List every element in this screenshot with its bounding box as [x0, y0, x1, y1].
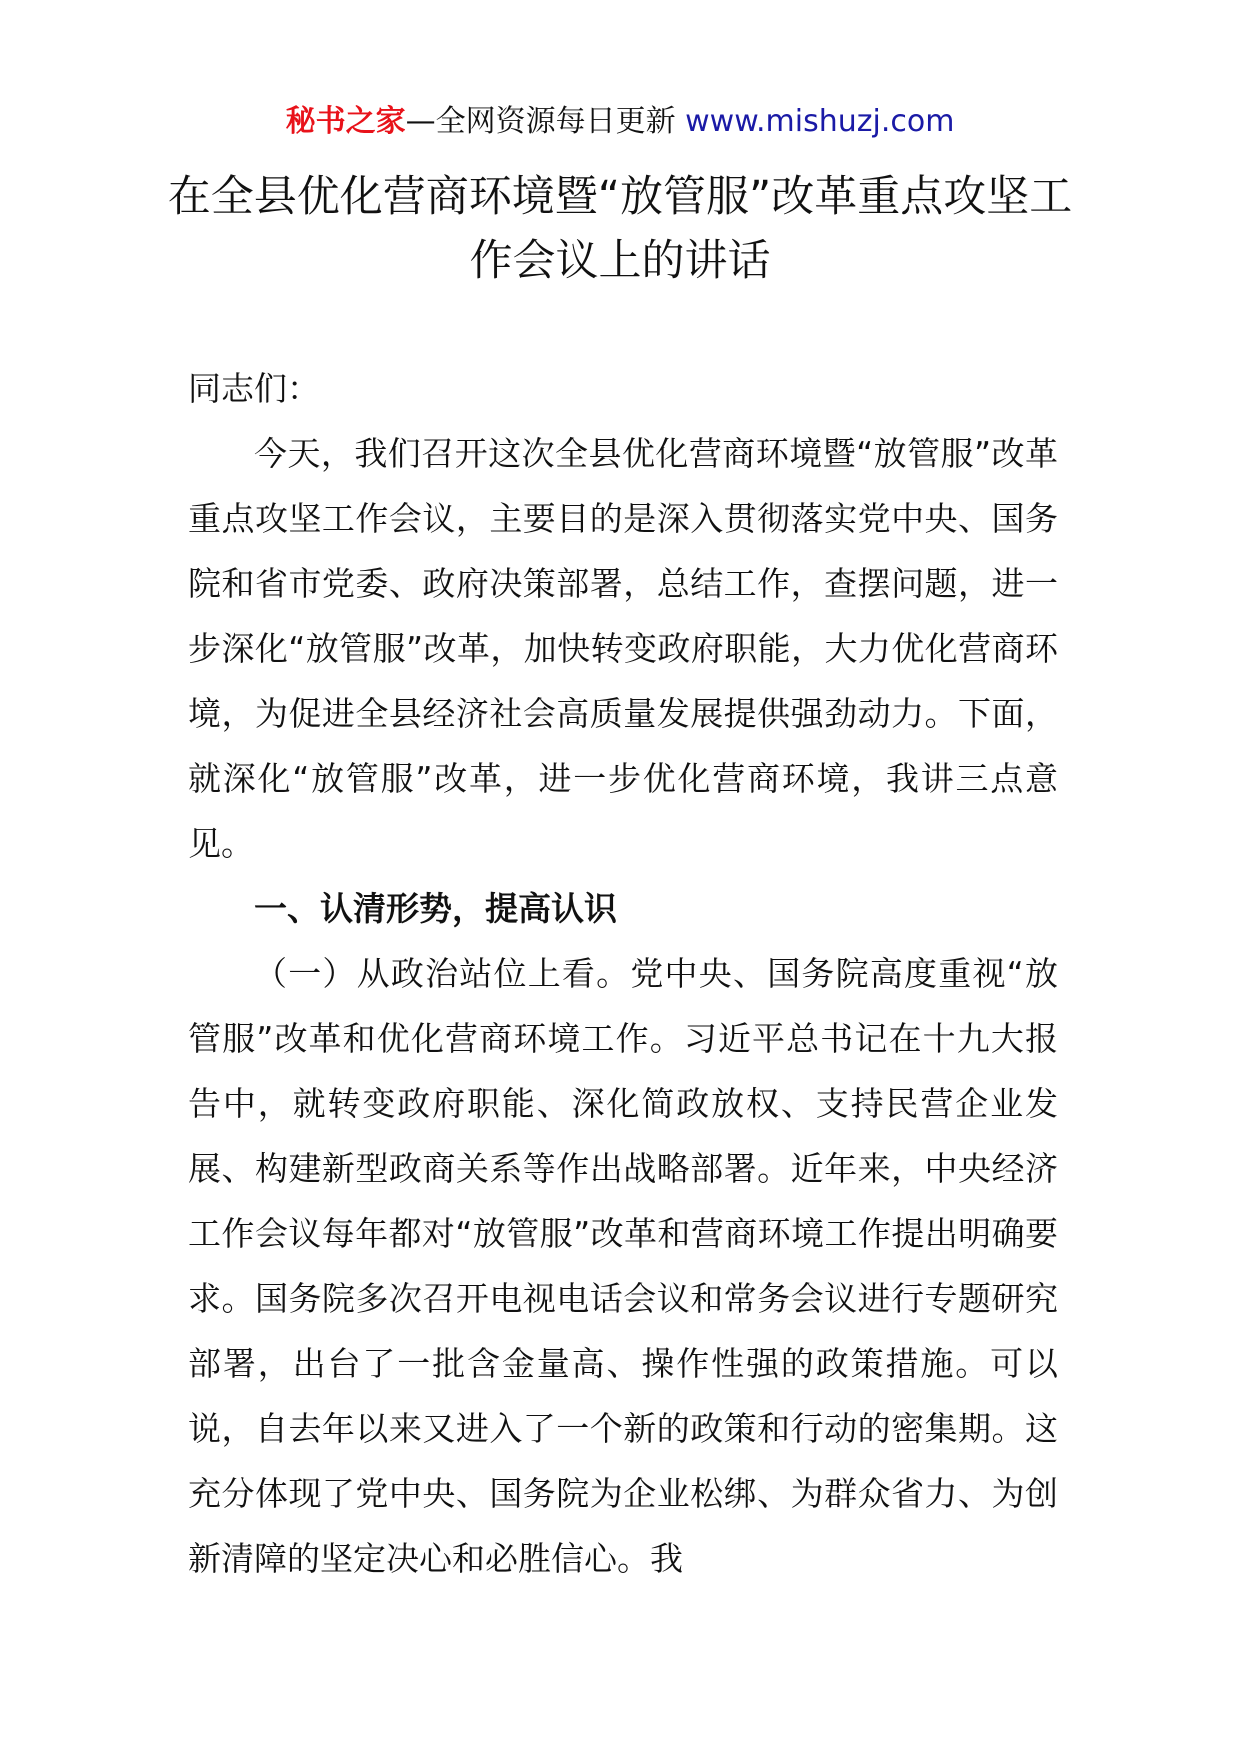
header-slogan: —全网资源每日更新 [405, 104, 676, 139]
salutation: 同志们： [188, 369, 320, 408]
brand-name: 秘书之家 [285, 104, 406, 139]
section-paragraph: （一）从政治站位上看。党中央、国务院高度重视“放管服”改革和优化营商环境工作。习近平总书记在十九大报告中，就转变政府职能、深化简政放权、支持民营企业发展、构建新型政商关系等作出战略部署。近年来，中央经济工作会议每年都对“放管服”改革和营商环境工作提出明确要求。国务院多次召开电视电话会议和常务会议进行专题研究部署，出台了一批含金量高、操作性强的政策措施。可以说，自去年以来又进入了一个新的政策和行动的密集期。这充分体现了党中央、国务院为企业松绑、为群众省力、为创新清障的坚定决心和必胜信心。我 [188, 954, 1058, 1578]
intro-paragraph: 今天，我们召开这次全县优化营商环境暨“放管服”改革重点攻坚工作会议，主要目的是深入贯彻落实党中央、国务院和省市党委、政府决策部署，总结工作，查摆问题，进一步深化“放管服”改革，加快转变政府职能，大力优化营商环境，为促进全县经济社会高质量发展提供强劲动力。下面，就深化“放管服”改革，进一步优化营商环境，我讲三点意见。 [188, 434, 1058, 863]
document-title: 在全县优化营商环境暨“放管服”改革重点攻坚工作会议上的讲话 [167, 172, 1073, 286]
section-heading: 一、认清形势，提高认识 [254, 889, 617, 928]
document-body [188, 356, 1058, 1591]
site-url-link[interactable]: www.mishuzj.com [685, 104, 955, 139]
site-header [0, 100, 1240, 144]
